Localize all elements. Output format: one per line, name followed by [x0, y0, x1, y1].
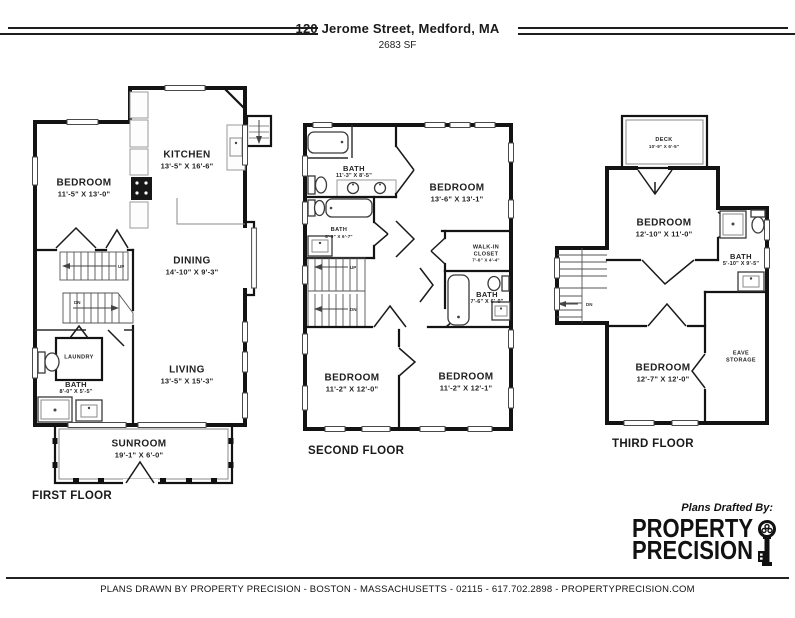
- tub-icon: [326, 199, 372, 217]
- square-footage: 2683 SF: [378, 40, 417, 51]
- closet-doors: [56, 228, 128, 248]
- stairs-up-label: UP: [118, 264, 125, 269]
- shower-icon: [720, 211, 746, 238]
- entry-steps: [249, 120, 269, 144]
- stairs: [60, 252, 133, 323]
- double-vanity: [337, 180, 396, 197]
- first-floor-label: FIRST FLOOR: [32, 490, 112, 502]
- room-label-kitchen: KITCHEN 13'-5" X 16'-6": [160, 149, 214, 171]
- room-label-dining: DINING 14'-10" X 9'-3": [165, 255, 219, 277]
- stairs-dn-label: DN: [586, 302, 593, 307]
- logo-name-line1: PROPERTY: [631, 513, 753, 543]
- room-label-walkin-closet: WALK-IN CLOSET 7'-6" X 4'-4": [472, 244, 500, 263]
- sink-icon: [308, 236, 332, 256]
- room-label-bedroom-2f-right: BEDROOM 11'-2" X 12'-1": [438, 371, 494, 393]
- room-label-sunroom: SUNROOM 19'-1" X 6'-0": [111, 438, 167, 460]
- stairs-dn-label: DN: [350, 307, 357, 312]
- tub-icon: [448, 275, 469, 325]
- stairs-up-label: UP: [350, 265, 357, 270]
- toilet-icon: [308, 200, 325, 216]
- logo-name-line2: PRECISION: [631, 535, 753, 565]
- footer-text: PLANS DRAWN BY PROPERTY PRECISION - BOSTON - MASSACHUSETTS - 02115 - 617.702.2898 - PROPERTYPRECISION.COM: [100, 584, 695, 595]
- room-label-bedroom-1f: BEDROOM 11'-5" X 13'-0": [56, 177, 112, 199]
- room-label-living: LIVING 13'-5" X 15'-3": [160, 364, 214, 386]
- tub-icon: [308, 132, 348, 153]
- room-label-bath-2f-small: BATH 8'-0" X 6'-7": [325, 227, 353, 239]
- sink-icon: [738, 272, 764, 291]
- second-floor-label: SECOND FLOOR: [308, 445, 405, 457]
- room-label-bath-3f: BATH 5'-10" X 9'-5": [722, 252, 760, 268]
- room-label-deck: DECK 10'-9" X 6'-5": [648, 137, 680, 149]
- room-label-bath-2f-main: BATH 11'-3" X 8'-5": [335, 164, 373, 180]
- shower-icon: [38, 397, 72, 422]
- stove-icon: [131, 177, 152, 200]
- page-title: 120 Jerome Street, Medford, MA: [295, 21, 500, 36]
- room-label-bath-2f-right: BATH 7'-6" X 6'-0": [470, 290, 504, 306]
- third-floor-drawing: [548, 108, 783, 453]
- room-label-bath-1f: BATH 8'-0" X 5'-5": [59, 380, 93, 396]
- stairs-dn-label: DN: [74, 300, 81, 305]
- stairs: [308, 258, 365, 327]
- room-label-eave-storage: EAVE STORAGE: [726, 350, 756, 363]
- room-label-bedroom-2f-left: BEDROOM 11'-2" X 12'-0": [324, 372, 380, 394]
- sink-icon: [76, 400, 102, 421]
- stairs: [557, 248, 607, 323]
- key-icon: [755, 519, 779, 569]
- room-label-laundry: LAUNDRY: [64, 354, 94, 361]
- toilet-icon: [308, 176, 327, 194]
- toilet-icon: [38, 352, 59, 373]
- room-label-bedroom-2f-top: BEDROOM 13'-6" X 13'-1": [429, 182, 485, 204]
- toilet-icon: [488, 276, 509, 291]
- hall-doors: [396, 221, 433, 302]
- room-label-bedroom-3f-top: BEDROOM 12'-10" X 11'-0": [635, 217, 693, 239]
- footer-divider: [6, 577, 789, 579]
- drafted-by-text: Plans Drafted By:: [681, 502, 773, 514]
- third-floor-label: THIRD FLOOR: [612, 438, 694, 450]
- room-label-bedroom-3f-bottom: BEDROOM 12'-7" X 12'-0": [635, 362, 691, 384]
- toilet-icon: [751, 210, 765, 233]
